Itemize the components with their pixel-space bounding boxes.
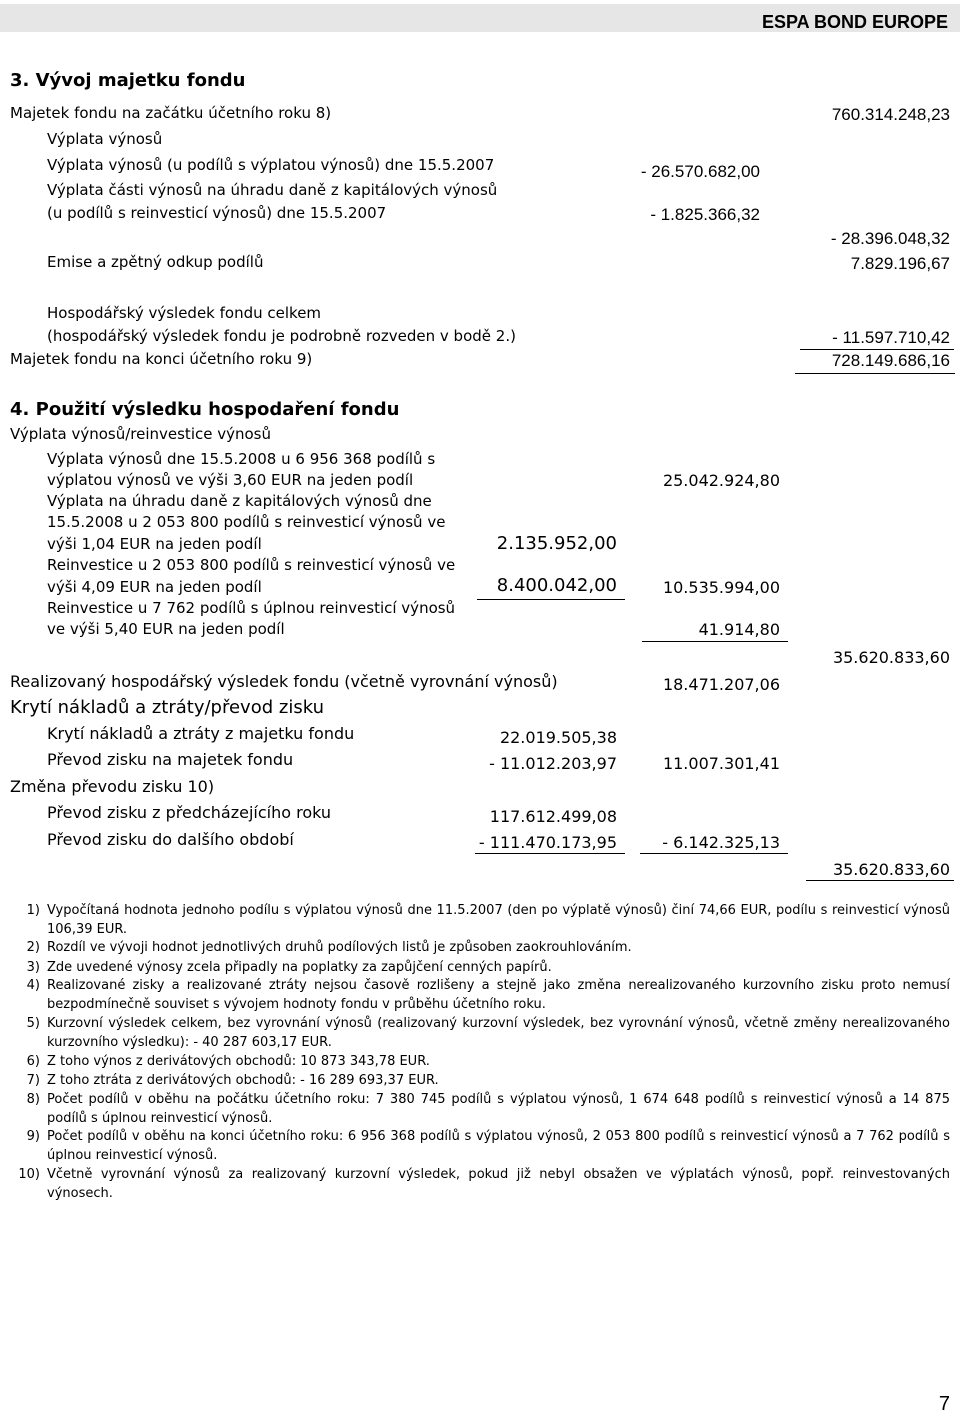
rule [800, 349, 954, 350]
footnote-number: 10) [18, 1167, 40, 1182]
footnote-number: 2) [26, 940, 40, 955]
result-value: - 11.597.710,42 [832, 328, 950, 347]
prev-label: Převod zisku z předcházejícího roku [47, 803, 332, 822]
section-4-title: 4. Použití výsledku hospodaření fondu [10, 399, 400, 420]
p4-line-b: ve výši 5,40 EUR na jeden podíl [47, 620, 285, 638]
rule [477, 599, 625, 600]
rule [475, 853, 625, 854]
transfer-label: Převod zisku na majetek fondu [47, 750, 294, 769]
footnote-text: Z toho ztráta z derivátových obchodů: - 16 289 693,37 EUR. [47, 1073, 439, 1088]
payout2-value: - 1.825.366,32 [650, 205, 760, 224]
payout2-label-a: Výplata části výnosů na úhradu daně z kapitálových výnosů [47, 181, 498, 199]
cover-title: Krytí nákladů a ztráty/převod zisku [10, 697, 324, 718]
footnote-number: 1) [26, 903, 40, 918]
payout1-value: - 26.570.682,00 [640, 162, 760, 181]
footnote-number: 5) [26, 1016, 40, 1031]
p3-total: 10.535.994,00 [662, 578, 780, 597]
prev-value: 117.612.499,08 [489, 807, 617, 826]
page-header [0, 4, 960, 32]
rule [642, 641, 788, 642]
footnote-number: 6) [26, 1054, 40, 1069]
next-total: - 6.142.325,13 [662, 833, 780, 852]
issue-label: Emise a zpětný odkup podílů [47, 253, 264, 271]
payout-total: - 28.396.048,32 [830, 229, 950, 248]
rule [795, 373, 955, 374]
footnote-text: Rozdíl ve vývoji hodnot jednotlivých druhů podílových listů je způsoben zaokrouhlováním. [47, 940, 632, 955]
transfer-value: - 11.012.203,97 [489, 754, 617, 773]
p4-value: 41.914,80 [698, 620, 780, 639]
footnote-text: Kurzovní výsledek celkem, bez vyrovnání výnosů (realizovaný kurzovní výsledek, bez vyrovnání výnosů, včetně změny nerealizovaného kurzovního výsledku): - 40 287 603,17 EUR. [47, 1016, 950, 1050]
footnote-number: 8) [26, 1092, 40, 1107]
result-label-b: (hospodářský výsledek fondu je podrobně rozveden v bodě 2.) [47, 327, 516, 345]
realized-label: Realizovaný hospodářský výsledek fondu (včetně vyrovnání výnosů) [10, 672, 558, 691]
end-assets-label: Majetek fondu na konci účetního roku 9) [10, 350, 313, 368]
footnote-text: Zde uvedené výnosy zcela připadly na poplatky za zapůjčení cenných papírů. [47, 960, 552, 975]
p1-value: 25.042.924,80 [662, 471, 780, 490]
realized-value: 18.471.207,06 [662, 675, 780, 694]
footnote-text: Počet podílů v oběhu na počátku účetního roku: 7 380 745 podílů s výplatou výnosů, 1 674 648 podílů s reinvesticí výnosů a 14 875 podílů s úplnou reinvesticí výnosů. [47, 1092, 950, 1126]
p2-line-b: 15.5.2008 u 2 053 800 podílů s reinvesticí výnosů ve [47, 513, 446, 531]
footnote-text: Z toho výnos z derivátových obchodů: 10 873 343,78 EUR. [47, 1054, 430, 1069]
section-3-title: 3. Vývoj majetku fondu [10, 70, 246, 91]
footnote-text: Vypočítaná hodnota jednoho podílu s výplatou výnosů dne 11.5.2007 (den po výplatě výnosů) činí 74,66 EUR, podílu s reinvesticí výnosů 106,39 EUR. [47, 903, 950, 937]
payout2-label-b: (u podílů s reinvesticí výnosů) dne 15.5.2007 [47, 204, 387, 222]
issue-value: 7.829.196,67 [850, 254, 950, 273]
page-number: 7 [938, 1393, 950, 1415]
p3-line-a: Reinvestice u 2 053 800 podílů s reinvesticí výnosů ve [47, 556, 456, 574]
fund-name: ESPA BOND EUROPE [761, 12, 948, 32]
end-assets-value: 728.149.686,16 [831, 351, 950, 370]
footnote-number: 4) [26, 978, 40, 993]
payout1-label: Výplata výnosů (u podílů s výplatou výnosů) dne 15.5.2007 [47, 156, 495, 174]
p1-line-a: Výplata výnosů dne 15.5.2008 u 6 956 368 podílů s [47, 450, 436, 468]
change-label: Změna převodu zisku 10) [10, 777, 215, 796]
footnote-number: 3) [26, 960, 40, 975]
start-assets-value: 760.314.248,23 [831, 105, 950, 124]
payout-label: Výplata výnosů [47, 130, 163, 148]
footnote-text: Počet podílů v oběhu na konci účetního roku: 6 956 368 podílů s výplatou výnosů, 2 053 800 podílů s reinvesticí výnosů a 7 762 podílů s úplnou reinvesticí výnosů. [47, 1129, 950, 1163]
p1-line-b: výplatou výnosů ve výši 3,60 EUR na jeden podíl [47, 471, 414, 489]
rule [806, 880, 954, 881]
transfer-total: 11.007.301,41 [662, 754, 780, 773]
p3-line-b: výši 4,09 EUR na jeden podíl [47, 578, 262, 596]
section-4-sub-label: Výplata výnosů/reinvestice výnosů [10, 425, 271, 443]
cover-label: Krytí nákladů a ztráty z majetku fondu [47, 724, 355, 743]
result-label-a: Hospodářský výsledek fondu celkem [47, 304, 322, 322]
footnote-text: Včetně vyrovnání výnosů za realizovaný kurzovní výsledek, pokud již nebyl obsažen ve výplatách výnosů, popř. reinvestovaných výnosech. [47, 1167, 950, 1201]
p3-value: 8.400.042,00 [496, 575, 617, 596]
cover-value: 22.019.505,38 [499, 728, 617, 747]
rule [640, 853, 788, 854]
p2-line-a: Výplata na úhradu daně z kapitálových výnosů dne [47, 492, 432, 510]
p2-line-c: výši 1,04 EUR na jeden podíl [47, 535, 262, 553]
grand-total: 35.620.833,60 [832, 860, 950, 879]
footnote-number: 7) [26, 1073, 40, 1088]
sub-total: 35.620.833,60 [832, 648, 950, 667]
next-label: Převod zisku do dalšího období [47, 830, 294, 849]
start-assets-label: Majetek fondu na začátku účetního roku 8) [10, 104, 332, 122]
footnote-text: Realizované zisky a realizované ztráty nejsou časově rozlišeny a stejně jako změna nerealizovaného kurzovního zisku proto nemusí bezpodmínečně souviset s vývojem hodnoty fondu v průběhu účetního roku. [47, 978, 950, 1012]
p2-value: 2.135.952,00 [496, 533, 617, 554]
next-value: - 111.470.173,95 [478, 833, 617, 852]
p4-line-a: Reinvestice u 7 762 podílů s úplnou reinvesticí výnosů [47, 599, 456, 617]
footnote-number: 9) [26, 1129, 40, 1144]
